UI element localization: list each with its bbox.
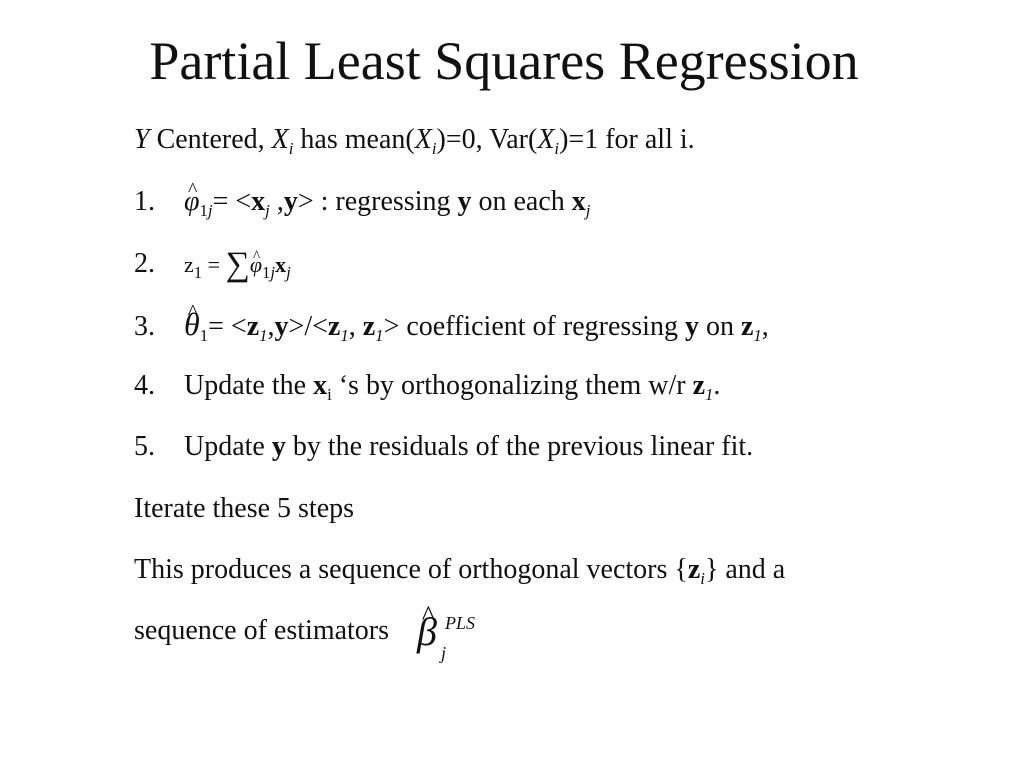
iterate-line: Iterate these 5 steps [134, 493, 355, 524]
slide-title: Partial Least Squares Regression [149, 31, 859, 91]
theta-hat: ^ θ [184, 306, 200, 342]
step-2: 2. $z_1$ = ∑^ $\varphi_{1j}x_j$ [134, 246, 291, 283]
phi-hat: ^ φ [250, 247, 262, 283]
beta-hat-pls: ^ β PLS j [417, 613, 437, 650]
step-1: 1.^ $\varphi_{1j}= <x_j$ ,y> : regressing y on each $x_j$ [134, 184, 590, 220]
sum-symbol: ∑ [225, 246, 250, 283]
estimators-line: sequence of estimators^ β PLS j [134, 613, 437, 650]
produces-line: This produces a sequence of orthogonal vectors $\{z_i\}$ and a [134, 554, 786, 588]
phi-hat: ^ φ [184, 184, 200, 220]
intro-line: Y Centered, $X_i$ has $mean(X_i)=0$, $Var(X_i)=1$ for all i. [134, 124, 695, 158]
step-4: 4. Update the $x_i$ ‘s by orthogonalizing them w/r $z_1$. [134, 370, 721, 404]
step-5: 5. Update y by the residuals of the previous linear fit. [134, 431, 754, 462]
step-3: 3.^ $\theta_1= <z_1,y>/<z_1$, $z_1>$ coefficient of regressing y on $z_1$, [134, 306, 769, 345]
